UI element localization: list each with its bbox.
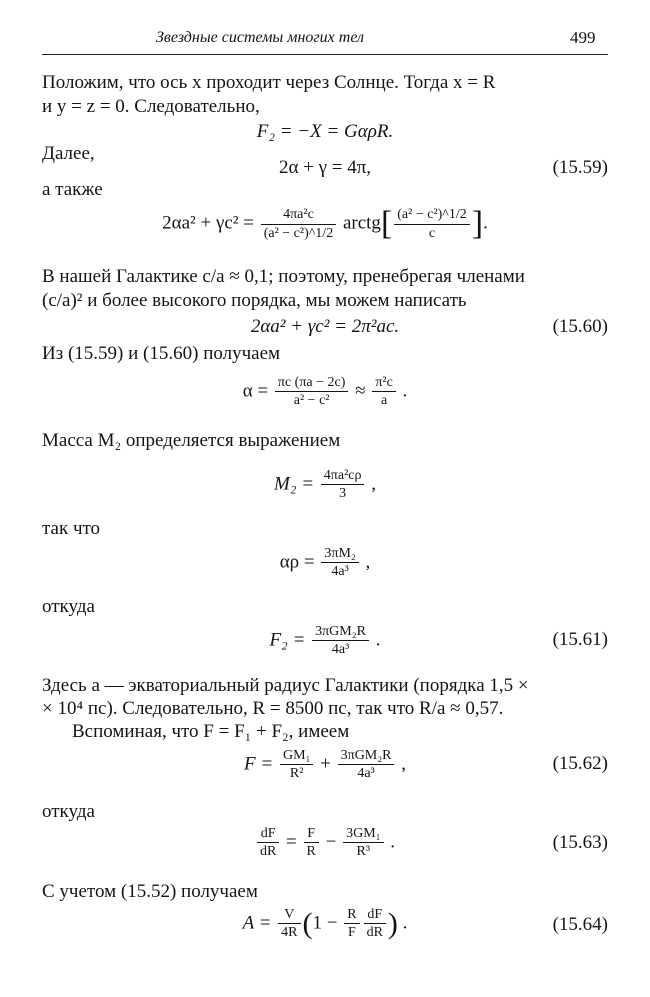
equation-15-64: A = $\frac{V}{4R}$ (1 − $\frac{R}{F}$ $\frac{dF}{dR}$ ) . — [242, 906, 408, 941]
paragraph-line: откуда — [42, 801, 95, 822]
right-paren: ) — [387, 906, 398, 940]
fraction — [275, 375, 349, 409]
fraction — [394, 207, 470, 241]
fraction — [343, 826, 383, 860]
equation-number: (15.63) — [552, 832, 608, 853]
equation-lhs: A = — [242, 912, 272, 934]
equation-number: (15.61) — [552, 629, 608, 650]
equation-alpha: α = $\frac{\pi c (\pi a - 2c)}{\text{a² − c²}}$ ≈ $\frac{\text{π²c}}{a}$ . — [242, 375, 408, 409]
fraction — [261, 207, 337, 241]
left-paren: ( — [302, 906, 313, 940]
one-minus: 1 − — [312, 912, 338, 934]
fraction-denominator: 4R — [281, 925, 298, 941]
paragraph-line: Из (15.59) и (15.60) получаем — [42, 343, 281, 364]
fraction-denominator: R — [306, 844, 316, 860]
fraction-denominator: F — [348, 925, 356, 941]
paragraph-line: Вспоминая, что F = F₁ + F₂, имеем — [72, 721, 350, 742]
equation-15-61: F₂ = $\frac{\text{3πGM₂R}}{\text{4a³}}$ . — [269, 624, 381, 658]
fraction-denominator: 4a³ — [331, 564, 349, 580]
fraction-numerator: 4πa²c — [261, 207, 337, 224]
equation-text: 2αa² + γc² = 2π²ac. — [250, 316, 400, 337]
fraction — [364, 907, 386, 941]
fraction-denominator: (a² − c²)^1/2 — [263, 225, 334, 241]
fraction — [312, 624, 369, 658]
equals-sign: = — [286, 831, 297, 853]
fraction-numerator: 3πGM₂R — [312, 624, 369, 641]
fraction-denominator: a² − c² — [293, 393, 330, 409]
function-name: arctg — [342, 212, 381, 234]
equation-15-62: F = $\frac{\text{GM₁}}{\text{R²}}$ + $\frac{\text{3πGM₂R}}{\text{4a³}}$ , — [244, 748, 406, 782]
fraction-denominator: 4a³ — [331, 642, 350, 658]
fraction-denominator: c — [428, 225, 436, 241]
paragraph-line: так что — [42, 518, 101, 539]
fraction — [278, 907, 300, 941]
paragraph-line: а также — [42, 179, 103, 200]
fraction-denominator: dR — [366, 925, 383, 941]
equation-lhs: α = — [242, 380, 269, 402]
paragraph-line: Положим, что ось x проходит через Солнце. Тогда x = R — [42, 72, 496, 93]
fraction — [280, 748, 313, 782]
fraction-numerator: F — [304, 826, 319, 843]
equation-lhs: 2αa² + γc² = — [162, 212, 254, 234]
equation-number: (15.64) — [552, 914, 608, 935]
equation-lhs: αρ = — [279, 551, 315, 573]
paragraph-line: и y = z = 0. Следовательно, — [42, 96, 260, 117]
header-rule — [42, 54, 608, 55]
fraction-denominator: R³ — [356, 844, 371, 860]
fraction-denominator: a — [380, 393, 388, 409]
fraction-numerator: V — [278, 907, 300, 924]
paragraph-line: С учетом (15.52) получаем — [42, 881, 258, 902]
fraction-numerator: R — [344, 907, 359, 924]
fraction — [304, 826, 319, 860]
fraction — [372, 375, 395, 409]
fraction-denominator: 4a³ — [357, 766, 375, 782]
fraction — [257, 826, 279, 860]
equation-text: F₂ = −X = GαρR. — [256, 121, 394, 142]
approx-sign: ≈ — [355, 380, 366, 402]
paragraph-line: откуда — [42, 596, 95, 617]
equation-lhs: F = — [244, 753, 274, 775]
fraction-denominator: R² — [289, 766, 304, 782]
left-bracket: [ — [380, 205, 393, 242]
fraction-denominator: dR — [259, 844, 277, 860]
paragraph-line: (c/a)² и более высокого порядка, мы можем написать — [42, 290, 467, 311]
equation-number: (15.59) — [552, 157, 608, 178]
fraction-numerator: 4πa²cρ — [321, 468, 365, 485]
paragraph-line: × 10⁴ пс). Следовательно, R = 8500 пс, так что R/a ≈ 0,57. — [42, 698, 504, 719]
equation-text: 2α + γ = 4π, — [278, 157, 372, 178]
fraction-numerator: (a² − c²)^1/2 — [394, 207, 470, 224]
fraction-numerator: 3GM₁ — [343, 826, 383, 843]
fraction — [321, 468, 365, 502]
equation-number: (15.62) — [552, 753, 608, 774]
equation-f2 — [0, 121, 650, 144]
fraction-numerator: dF — [257, 826, 279, 843]
fraction — [321, 546, 358, 580]
running-header: Звездные системы многих тел — [156, 29, 364, 46]
paragraph-line: Масса M₂ определяется выражением — [42, 430, 341, 451]
fraction — [344, 907, 359, 941]
fraction-numerator: dF — [364, 907, 386, 924]
fraction-numerator: 3πM₂ — [321, 546, 358, 563]
equation-alpha-rho: αρ = $\frac{\text{3πM₂}}{\text{4a³}}$ , — [279, 546, 371, 580]
fraction-denominator: 3 — [339, 486, 347, 502]
paragraph-line: В нашей Галактике c/a ≈ 0,1; поэтому, пренебрегая членами — [42, 266, 525, 287]
fraction-numerator: GM₁ — [280, 748, 313, 765]
minus-sign: − — [325, 831, 337, 853]
equation-m2: M₂ = $\frac{\text{4πa²cρ}}{3}$ , — [274, 468, 376, 502]
fraction — [338, 748, 395, 782]
paragraph-line: Далее, — [42, 143, 95, 164]
plus-sign: + — [320, 753, 331, 775]
equation-lhs: F₂ = — [269, 629, 306, 651]
page-number: 499 — [570, 28, 596, 47]
equation-number: (15.60) — [552, 316, 608, 337]
right-bracket: ] — [471, 205, 484, 242]
equation-arctg: 2αa² + γc² = $\frac{\text{4πa²c}}{\text{(a² − c²)\textasciicircum{}1/2}}$ arctg[ $\frac{\text{(a² − c²)\textasciicircum{}1/2}}{c}$ ]. — [162, 205, 488, 242]
equation-lhs: M₂ = — [274, 473, 315, 495]
paragraph-line: Здесь a — экваториальный радиус Галактики (порядка 1,5 × — [42, 675, 529, 696]
fraction-numerator: 3πGM₂R — [338, 748, 395, 765]
fraction-numerator: πc (πa − 2c) — [275, 375, 349, 392]
equation-15-63: $\frac{dF}{dR}$ = $\frac{F}{R}$ − $\frac{\text{3GM₁}}{\text{R³}}$ . — [0, 826, 650, 860]
fraction-numerator: π²c — [372, 375, 395, 392]
